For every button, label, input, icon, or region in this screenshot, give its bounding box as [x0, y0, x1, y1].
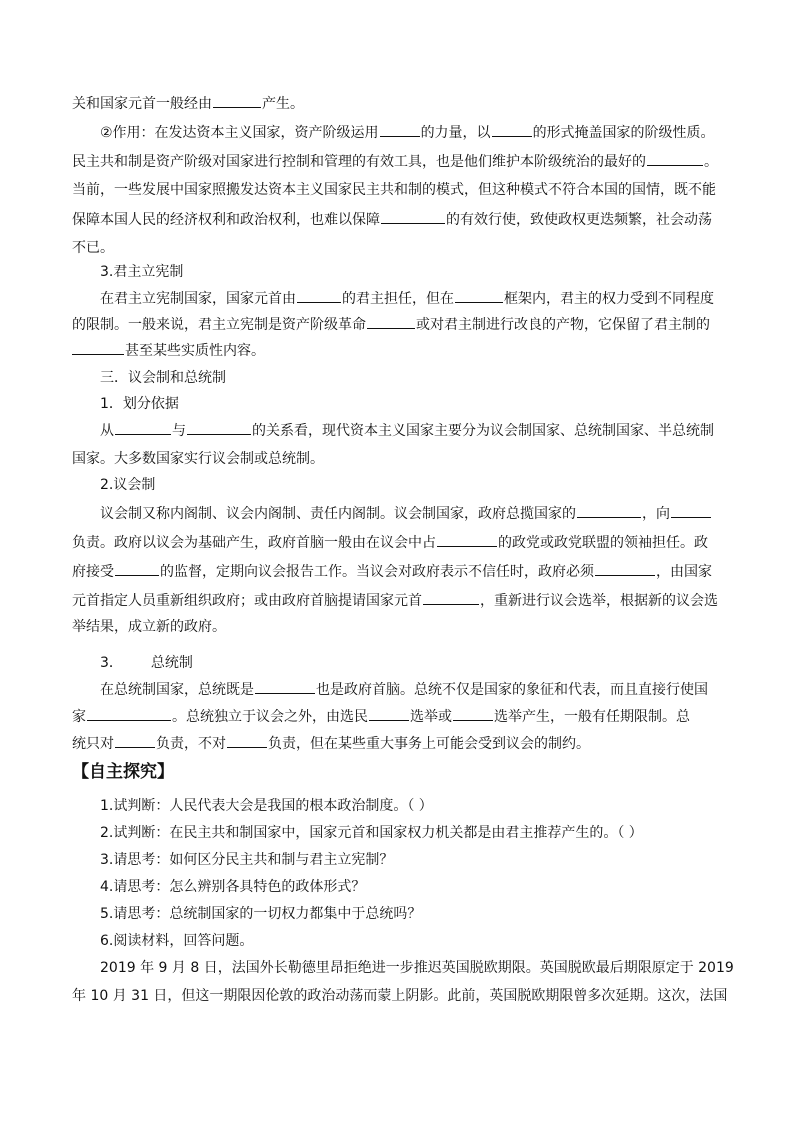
- fill-blank: [671, 503, 711, 518]
- text-line: 民主共和制是资产阶级对国家进行控制和管理的有效工具，也是他们维护本阶级统治的最好的 。: [72, 151, 732, 172]
- question-5: 5.请思考：总统制国家的一切权力都集中于总统吗？: [100, 906, 422, 922]
- fill-blank: [227, 733, 267, 748]
- text-line: 的限制。一般来说，君主立宪制是资产阶级革命 或对君主制进行改良的产物，它保留了君主制的: [72, 314, 732, 335]
- subheading: 3． 总统制: [100, 655, 193, 671]
- fill-blank: [367, 314, 415, 329]
- text-line: 元首指定人员重新组织政府；或由政府首脑提请国家元首 ，重新进行议会选举，根据新的议会选: [72, 590, 732, 611]
- fill-blank: [647, 151, 703, 166]
- question-3: 3.请思考：如何区分民主共和制与君主立宪制？: [100, 852, 394, 868]
- fill-blank: [577, 503, 641, 518]
- text-line: 当前，一些发展中国家照搬发达资本主义国家民主共和制的模式，但这种模式不符合本国的国情，既不能: [72, 182, 716, 198]
- subheading: 3.君主立宪制: [100, 264, 184, 280]
- text-line: 在总统制国家，总统既是 也是政府首脑。总统不仅是国家的象征和代表，而且直接行使国: [100, 679, 732, 700]
- text-line: 不已。: [72, 240, 114, 256]
- text-line: ②作用：在发达资本主义国家，资产阶级运用 的力量，以 的形式掩盖国家的阶级性质。: [100, 122, 732, 143]
- text-line: 国家。大多数国家实行议会制或总统制。: [72, 451, 324, 467]
- fill-blank: [213, 93, 261, 108]
- question-6: 6.阅读材料，回答问题。: [100, 933, 254, 949]
- fill-blank: [492, 122, 532, 137]
- section-title: 三．议会制和总统制: [100, 370, 226, 386]
- fill-blank: [115, 733, 155, 748]
- text-line: 负责。政府以议会为基础产生，政府首脑一般由在议会中占 的政党或政党联盟的领袖担任。政: [72, 532, 732, 553]
- text-line: 甚至某些实质性内容。: [72, 340, 732, 361]
- text-line: 议会制又称内阁制、议会内阁制、责任内阁制。议会制国家，政府总揽国家的 ，向: [100, 503, 732, 524]
- subheading: 1．划分依据: [100, 396, 179, 412]
- text-line: 家 。总统独立于议会之外，由选民 选举或 选举产生，一般有任期限制。总: [72, 706, 732, 727]
- question-1: 1.试判断：人民代表大会是我国的根本政治制度。（ ）: [100, 798, 433, 814]
- question-2: 2.试判断：在民主共和制国家中，国家元首和国家权力机关都是由君主推荐产生的。（ ）: [100, 825, 643, 841]
- fill-blank: [423, 590, 479, 605]
- fill-blank: [87, 706, 171, 721]
- question-4: 4.请思考：怎么辨别各具特色的政体形式？: [100, 879, 366, 895]
- text-line: 在君主立宪制国家，国家元首由 的君主担任，但在 框架内，君主的权力受到不同程度: [100, 288, 732, 309]
- fill-blank: [455, 288, 503, 303]
- fill-blank: [381, 209, 445, 224]
- fill-blank: [115, 420, 171, 435]
- fill-blank: [453, 706, 493, 721]
- fill-blank: [595, 561, 655, 576]
- text-line: 统只对 负责，不对 负责，但在某些重大事务上可能会受到议会的制约。: [72, 733, 732, 754]
- fill-blank: [369, 706, 409, 721]
- text-line: 保障本国人民的经济权利和政治权利，也难以保障 的有效行使，致使政权更迭频繁，社会动荡: [72, 209, 732, 230]
- fill-blank: [72, 340, 124, 355]
- fill-blank: [187, 420, 251, 435]
- fill-blank: [380, 122, 420, 137]
- fill-blank: [437, 532, 497, 547]
- fill-blank: [297, 288, 341, 303]
- subheading: 2.议会制: [100, 477, 156, 493]
- material-line: 2019 年 9 月 8 日，法国外长勒德里昂拒绝进一步推迟英国脱欧期限。英国脱欧最后期限原定于 2019: [100, 960, 734, 976]
- fill-blank: [115, 561, 159, 576]
- text-line: 府接受 的监督，定期向议会报告工作。当议会对政府表示不信任时，政府必须 ，由国家: [72, 561, 732, 582]
- fill-blank: [255, 679, 315, 694]
- section-heading: 【自主探究】: [72, 762, 174, 782]
- text-line: 举结果，成立新的政府。: [72, 619, 226, 635]
- text-line: 从 与 的关系看，现代资本主义国家主要分为议会制国家、总统制国家、半总统制: [100, 420, 732, 441]
- text-line: 关和国家元首一般经由 产生。: [72, 93, 732, 114]
- material-line: 年 10 月 31 日，但这一期限因伦敦的政治动荡而蒙上阴影。此前，英国脱欧期限曾多次延期。这次，法国: [72, 988, 728, 1004]
